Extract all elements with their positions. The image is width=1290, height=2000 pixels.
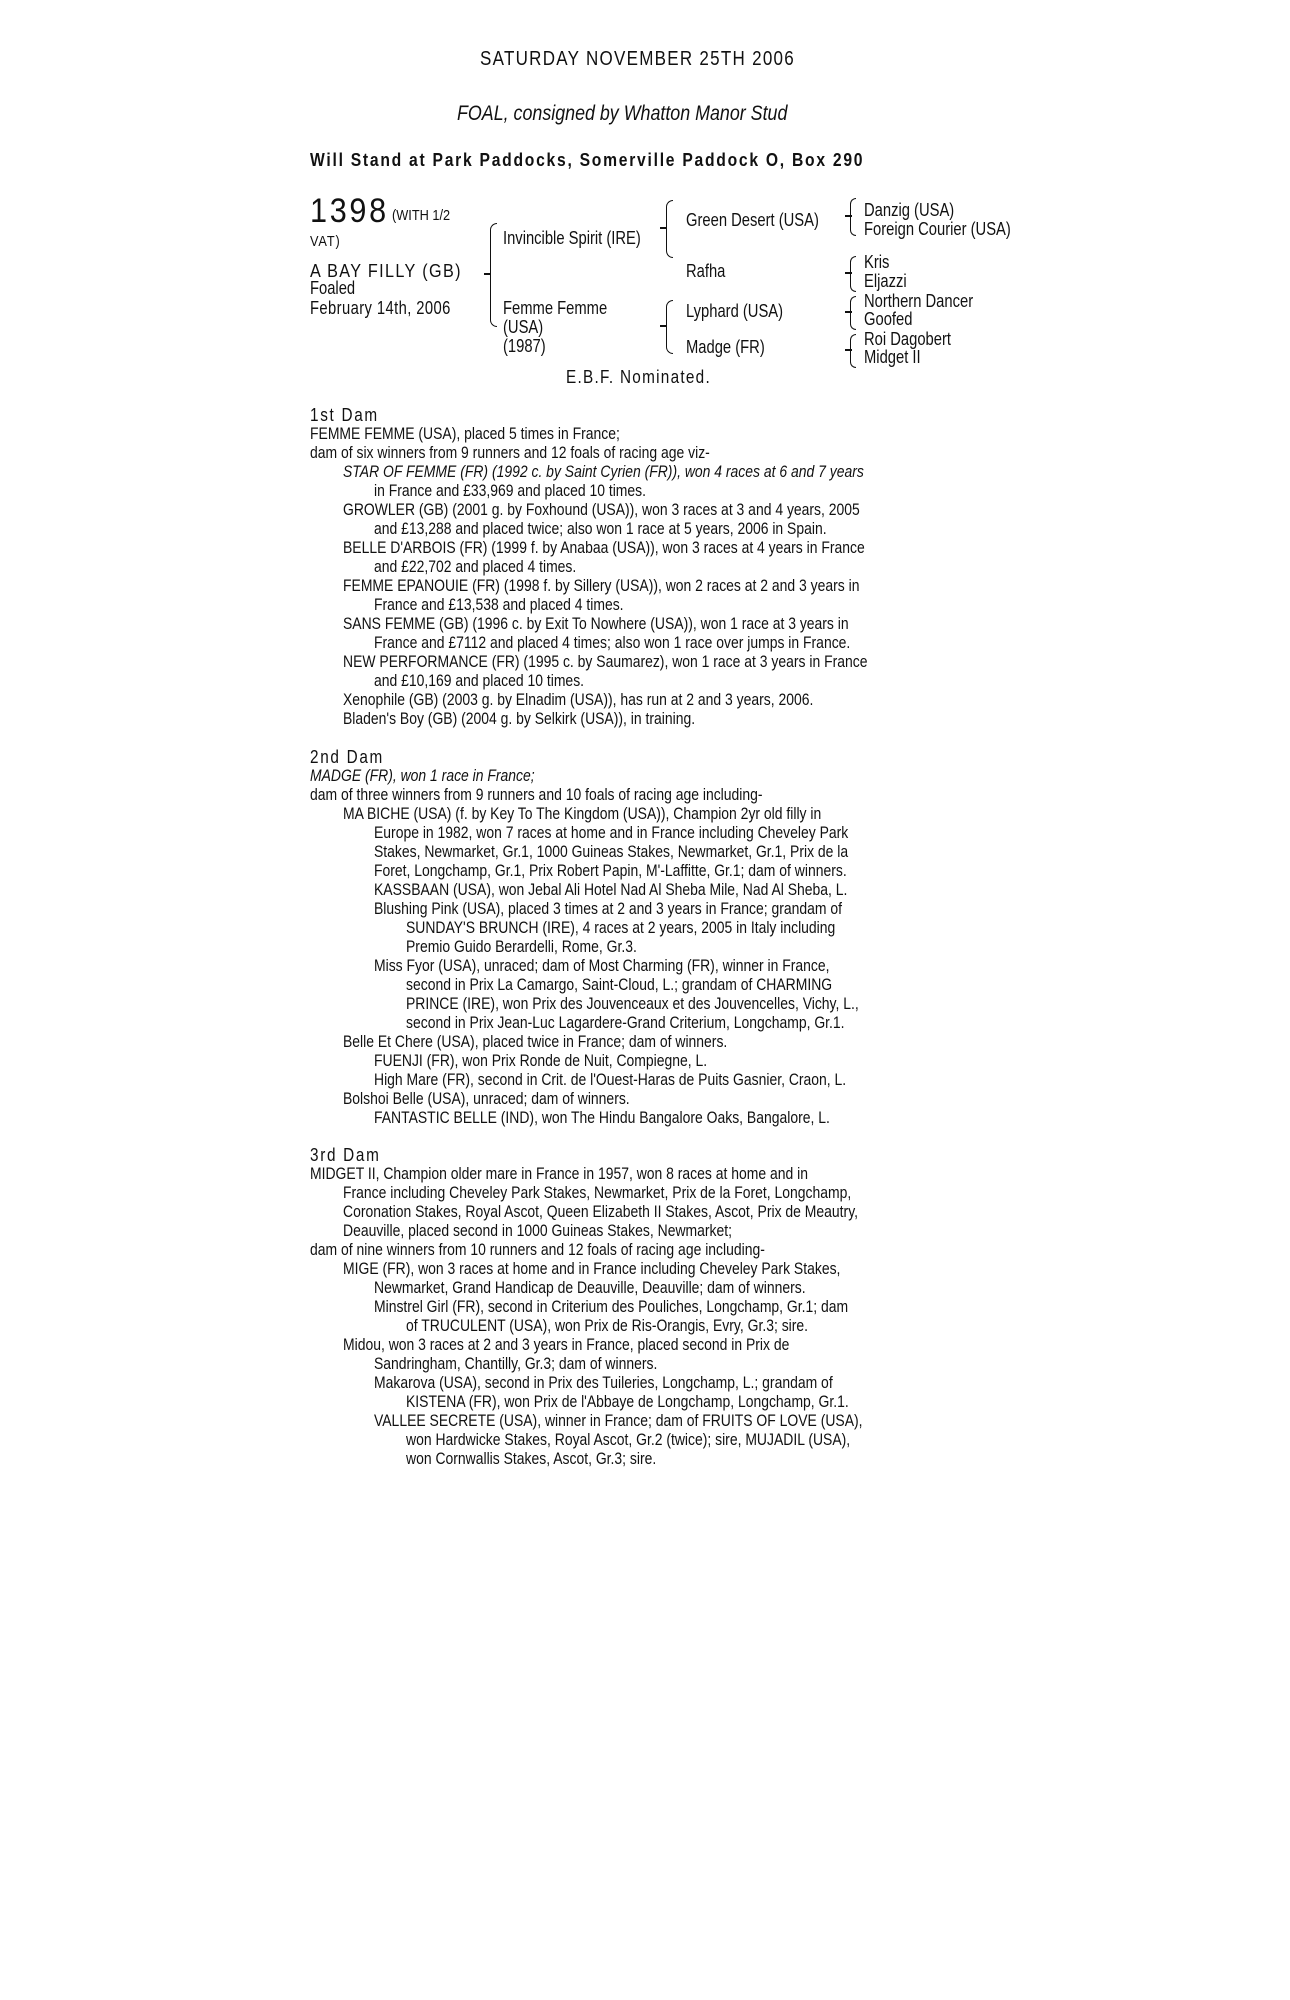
dam3-line: VALLEE SECRETE (USA), winner in France; dam of FRUITS OF LOVE (USA), (374, 1411, 863, 1430)
pedigree-dsd: Goofed (864, 309, 913, 329)
dam2-line: SUNDAY'S BRUNCH (IRE), 4 races at 2 years, 2005 in Italy including (406, 918, 836, 937)
foaled-label: Foaled (310, 278, 356, 298)
dam3-line: Midou, won 3 races at 2 and 3 years in France, placed second in Prix de (343, 1335, 790, 1354)
pedigree-sdd: Eljazzi (864, 271, 907, 291)
pedigree-dam-line2: (USA) (503, 317, 544, 337)
foaled-date: February 14th, 2006 (310, 298, 451, 318)
dam1-line: France and £7112 and placed 4 times; also won 1 race over jumps in France. (374, 633, 851, 652)
pedigree-brace-ss-point (845, 215, 852, 217)
pedigree-dam-line3: (1987) (503, 336, 546, 356)
dam2-line: Europe in 1982, won 7 races at home and in France including Cheveley Park (374, 823, 849, 842)
dam2-heading: 2nd Dam (310, 747, 384, 767)
dam2-line: Belle Et Chere (USA), placed twice in France; dam of winners. (343, 1032, 728, 1051)
dam1-line: GROWLER (GB) (2001 g. by Foxhound (USA)), won 3 races at 3 and 4 years, 2005 (343, 500, 860, 519)
dam3-line: dam of nine winners from 10 runners and 12 foals of racing age including- (310, 1240, 765, 1259)
dam3-line: KISTENA (FR), won Prix de l'Abbaye de Longchamp, Longchamp, Gr.1. (406, 1392, 849, 1411)
dam2-line: MADGE (FR), won 1 race in France; (310, 766, 535, 785)
dam3-line: Coronation Stakes, Royal Ascot, Queen Elizabeth II Stakes, Ascot, Prix de Meautry, (343, 1202, 859, 1221)
pedigree-brace-ds (850, 296, 856, 330)
dam2-line: dam of three winners from 9 runners and 10 foals of racing age including- (310, 785, 763, 804)
dam1-line: FEMME FEMME (USA), placed 5 times in France; (310, 424, 620, 443)
pedigree-sds: Kris (864, 252, 890, 272)
dam1-line: Bladen's Boy (GB) (2004 g. by Selkirk (USA)), in training. (343, 709, 696, 728)
dam2-line: MA BICHE (USA) (f. by Key To The Kingdom (USA)), Champion 2yr old filly in (343, 804, 822, 823)
pedigree-brace-ds-point (845, 311, 852, 313)
pedigree-brace-dd (850, 334, 856, 368)
dam1-line: and £10,169 and placed 10 times. (374, 671, 585, 690)
pedigree-brace-sire-point (660, 227, 667, 229)
dam1-heading: 1st Dam (310, 405, 379, 425)
dam2-line: Premio Guido Berardelli, Rome, Gr.3. (406, 937, 637, 956)
dam2-line: second in Prix La Camargo, Saint-Cloud, L.; grandam of CHARMING (406, 975, 833, 994)
lot-number: 1398 (310, 192, 389, 230)
sale-date: SATURDAY NOVEMBER 25TH 2006 (480, 48, 796, 70)
dam2-line: second in Prix Jean-Luc Lagardere-Grand Criterium, Longchamp, Gr.1. (406, 1013, 845, 1032)
dam3-line: Deauville, placed second in 1000 Guineas Stakes, Newmarket; (343, 1221, 732, 1240)
dam3-line: France including Cheveley Park Stakes, Newmarket, Prix de la Foret, Longchamp, (343, 1183, 852, 1202)
dam2-line: Stakes, Newmarket, Gr.1, 1000 Guineas Stakes, Newmarket, Gr.1, Prix de la (374, 842, 849, 861)
dam3-line: Minstrel Girl (FR), second in Criterium des Pouliches, Longchamp, Gr.1; dam (374, 1297, 849, 1316)
lot-description: A BAY FILLY (GB) (310, 261, 462, 281)
pedigree-sire-dam: Rafha (686, 261, 726, 281)
pedigree-brace-ss (850, 198, 856, 236)
pedigree-brace-sd (850, 256, 856, 292)
dam1-line: NEW PERFORMANCE (FR) (1995 c. by Saumarez), won 1 race at 3 years in France (343, 652, 868, 671)
pedigree-ddd: Midget II (864, 347, 921, 367)
dam3-line: Newmarket, Grand Handicap de Deauville, Deauville; dam of winners. (374, 1278, 806, 1297)
dam2-line: KASSBAAN (USA), won Jebal Ali Hotel Nad Al Sheba Mile, Nad Al Sheba, L. (374, 880, 848, 899)
pedigree-brace-dam (666, 300, 673, 354)
vat-note-b: VAT) (310, 233, 341, 250)
dam2-line: Foret, Longchamp, Gr.1, Prix Robert Papin, M'-Laffitte, Gr.1; dam of winners. (374, 861, 847, 880)
pedigree-brace-sd-point (845, 272, 852, 274)
dam2-line: Miss Fyor (USA), unraced; dam of Most Charming (FR), winner in France, (374, 956, 830, 975)
pedigree-ssd: Foreign Courier (USA) (864, 219, 1011, 239)
dam1-line: Xenophile (GB) (2003 g. by Elnadim (USA)), has run at 2 and 3 years, 2006. (343, 690, 814, 709)
dam3-line: MIGE (FR), won 3 races at home and in France including Cheveley Park Stakes, (343, 1259, 841, 1278)
vat-note-a: (WITH 1/2 (392, 207, 451, 224)
dam2-line: PRINCE (IRE), won Prix des Jouvenceaux et des Jouvencelles, Vichy, L., (406, 994, 859, 1013)
consignor-line: FOAL, consigned by Whatton Manor Stud (457, 102, 788, 125)
pedigree-brace-main-point (484, 273, 491, 275)
pedigree-brace-main (490, 223, 497, 327)
pedigree-dam-sire: Lyphard (USA) (686, 301, 784, 321)
dam1-line: dam of six winners from 9 runners and 12 foals of racing age viz- (310, 443, 710, 462)
dam3-heading: 3rd Dam (310, 1145, 381, 1165)
pedigree-sire: Invincible Spirit (IRE) (503, 228, 641, 248)
dam3-line: MIDGET II, Champion older mare in France in 1957, won 8 races at home and in (310, 1164, 808, 1183)
dam3-line: won Hardwicke Stakes, Royal Ascot, Gr.2 (twice); sire, MUJADIL (USA), (406, 1430, 851, 1449)
dam1-line: FEMME EPANOUIE (FR) (1998 f. by Sillery (USA)), won 2 races at 2 and 3 years in (343, 576, 860, 595)
dam2-line: High Mare (FR), second in Crit. de l'Ouest-Haras de Puits Gasnier, Craon, L. (374, 1070, 847, 1089)
dam3-line: Sandringham, Chantilly, Gr.3; dam of winners. (374, 1354, 658, 1373)
dam1-line: in France and £33,969 and placed 10 times. (374, 481, 647, 500)
pedigree-dss: Northern Dancer (864, 291, 974, 311)
dam3-line: of TRUCULENT (USA), won Prix de Ris-Orangis, Evry, Gr.3; sire. (406, 1316, 809, 1335)
pedigree-brace-sire (666, 200, 673, 258)
dam1-line: SANS FEMME (GB) (1996 c. by Exit To Nowhere (USA)), won 1 race at 3 years in (343, 614, 849, 633)
pedigree-dds: Roi Dagobert (864, 329, 951, 349)
ebf-nominated: E.B.F. Nominated. (566, 367, 711, 387)
dam2-line: Blushing Pink (USA), placed 3 times at 2 and 3 years in France; grandam of (374, 899, 843, 918)
dam1-line: BELLE D'ARBOIS (FR) (1999 f. by Anabaa (USA)), won 3 races at 4 years in France (343, 538, 865, 557)
dam1-line: and £22,702 and placed 4 times. (374, 557, 577, 576)
pedigree-sire-sire: Green Desert (USA) (686, 210, 819, 230)
dam1-line: and £13,288 and placed twice; also won 1 race at 5 years, 2006 in Spain. (374, 519, 827, 538)
pedigree-dam-dam: Madge (FR) (686, 337, 765, 357)
dam2-line: Bolshoi Belle (USA), unraced; dam of winners. (343, 1089, 630, 1108)
dam1-line: France and £13,538 and placed 4 times. (374, 595, 624, 614)
dam3-line: Makarova (USA), second in Prix des Tuileries, Longchamp, L.; grandam of (374, 1373, 833, 1392)
pedigree-brace-dam-point (660, 325, 667, 327)
dam1-line: STAR OF FEMME (FR) (1992 c. by Saint Cyrien (FR)), won 4 races at 6 and 7 years (343, 462, 864, 481)
dam3-line: won Cornwallis Stakes, Ascot, Gr.3; sire. (406, 1449, 657, 1468)
stand-location: Will Stand at Park Paddocks, Somerville Paddock O, Box 290 (310, 150, 865, 170)
pedigree-dam-line1: Femme Femme (503, 298, 608, 318)
pedigree-brace-dd-point (845, 349, 852, 351)
dam2-line: FUENJI (FR), won Prix Ronde de Nuit, Compiegne, L. (374, 1051, 708, 1070)
pedigree-sss: Danzig (USA) (864, 200, 955, 220)
dam2-line: FANTASTIC BELLE (IND), won The Hindu Bangalore Oaks, Bangalore, L. (374, 1108, 830, 1127)
